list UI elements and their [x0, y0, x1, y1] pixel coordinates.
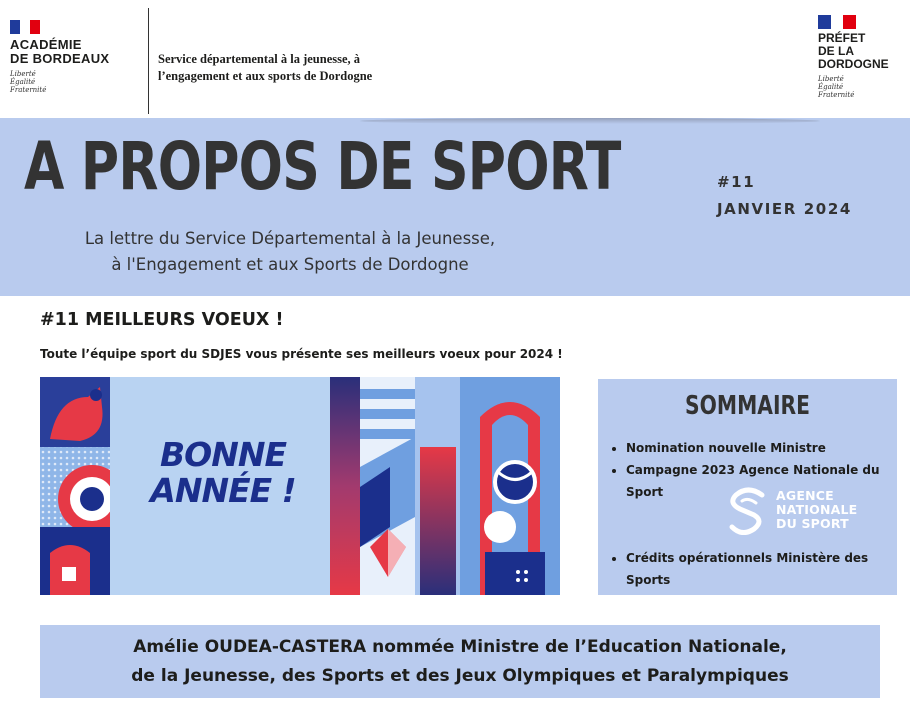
subtitle-line1: La lettre du Service Départemental à la Jeunesse, [84, 229, 496, 248]
prefet-name-line2: DE LA [818, 44, 854, 58]
sommaire-box [598, 379, 897, 595]
ans-logo-text [776, 489, 857, 531]
motto-liberte: Liberté [10, 70, 36, 78]
marianne-flag-icon [10, 20, 40, 34]
greeting-line2: ANNÉE ! [150, 471, 296, 510]
academie-name-line2: DE BORDEAUX [10, 51, 110, 66]
prefet-motto [818, 75, 889, 99]
subtitle-line2: à l'Engagement et aux Sports de Dordogne [111, 255, 469, 274]
prefet-logo [818, 15, 889, 99]
motto-liberte: Liberté [818, 75, 844, 83]
section-title: #11 MEILLEURS VOEUX ! [40, 310, 284, 330]
academie-logo [10, 20, 109, 94]
service-name [158, 51, 458, 85]
agence-nationale-du-sport-logo [726, 485, 886, 537]
article-headline [40, 625, 880, 698]
newsletter-title: A PROPOS DE SPORT [24, 128, 621, 205]
greeting-line1: BONNE [160, 435, 286, 474]
prefet-name [818, 32, 889, 71]
greeting-text [128, 437, 318, 509]
newsletter-banner [0, 118, 910, 296]
newsletter-subtitle [40, 226, 540, 278]
sommaire-item[interactable]: • Campagne 2023 Agence Nationale du Sport [626, 459, 881, 503]
headline-line2: de la Jeunesse, des Sports et des Jeux Olympiques et Paralympiques [131, 666, 789, 686]
page-header [0, 0, 910, 118]
issue-info [717, 169, 852, 223]
academie-name [10, 38, 109, 66]
ans-logo-line1: AGENCE [776, 488, 834, 503]
service-name-line2: l’engagement et aux sports de Dordogne [158, 69, 373, 83]
service-name-line1: Service départemental à la jeunesse, à [158, 52, 361, 66]
sommaire-item[interactable]: • Nomination nouvelle Ministre [626, 437, 910, 459]
ans-logo-line2: NATIONALE [776, 502, 858, 517]
motto-egalite: Égalité [10, 78, 36, 86]
greeting-card-image [40, 377, 560, 595]
ans-logo-line3: DU SPORT [776, 516, 849, 531]
motto-fraternite: Fraternité [10, 86, 47, 94]
issue-date: JANVIER 2024 [717, 200, 852, 218]
sommaire-title: SOMMAIRE [685, 391, 810, 421]
section-intro: Toute l’équipe sport du SDJES vous présente ses meilleurs voeux pour 2024 ! [40, 347, 563, 361]
motto-egalite: Égalité [818, 83, 844, 91]
header-divider [148, 8, 149, 114]
prefet-name-line1: PRÉFET [818, 31, 866, 45]
marianne-flag-icon [818, 15, 856, 29]
academie-name-line1: ACADÉMIE [10, 37, 82, 52]
headline-line1: Amélie OUDEA-CASTERA nommée Ministre de l’Education Nationale, [133, 637, 787, 657]
sommaire-item[interactable]: • Crédits opérationnels Ministère des Sports [626, 547, 910, 591]
motto-fraternite: Fraternité [818, 91, 855, 99]
academie-motto [10, 70, 109, 94]
prefet-name-line3: DORDOGNE [818, 57, 889, 71]
ans-s-logo-icon [726, 487, 770, 535]
issue-number: #11 [717, 173, 756, 191]
